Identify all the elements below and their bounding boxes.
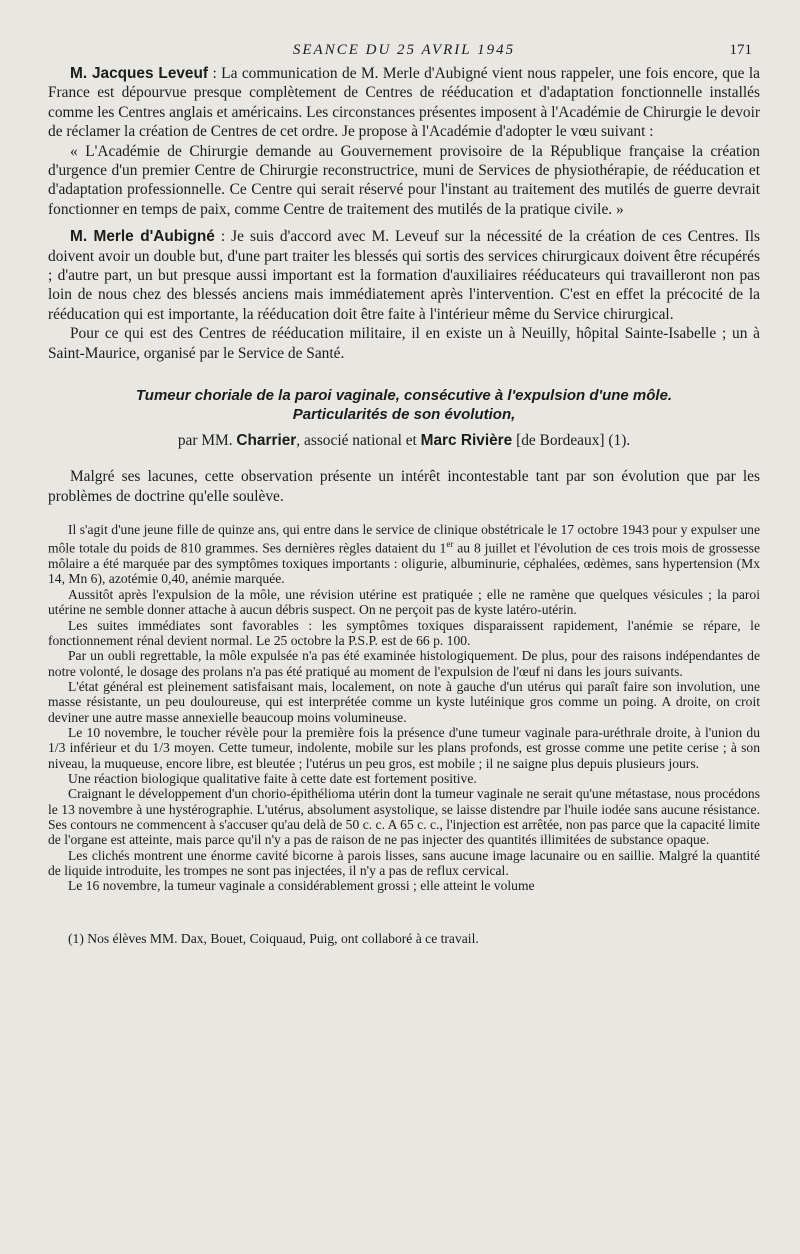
article-body	[48, 522, 760, 894]
body-paragraph: Aussitôt après l'expulsion de la môle, une révision utérine est pratiquée ; elle ne ramène que quelques vésicules ; la paroi utérine ne semble donner attache à aucun débris suspect. On ne perçoit pas de kyste latéro-utérin.	[48, 586, 760, 618]
body-text: au 8 juillet et l'évolution de ces trois mois de grossesse môlaire a été marquée par des symptômes toxiques importants : oligurie, albuminurie, céphalées, œdèmes, sans hypertension (Mx 14, Mn 6), azotémie 0,40, anémie marquée.	[48, 540, 760, 587]
authors-suffix: [de Bordeaux] (1).	[512, 432, 631, 450]
body-paragraph	[48, 522, 760, 587]
footnote: (1) Nos élèves MM. Dax, Bouet, Coiquaud, Puig, ont collaboré à ce travail.	[68, 930, 479, 946]
body-paragraph: Par un oubli regrettable, la môle expulsée n'a pas été examinée histologiquement. De plus, pour des raisons indépendantes de notre volonté, le dosage des prolans n'a pas été pratiqué au moment de l'expulsion de l'œuf ni dans les jours suivants.	[48, 648, 760, 679]
centres-paragraph: Pour ce qui est des Centres de rééducation militaire, il en existe un à Neuilly, hôpital Sainte-Isabelle ; un à Saint-Maurice, organisé par le Service de Santé.	[48, 325, 760, 362]
article-title	[48, 386, 760, 424]
article-title-line2: Particularités de son évolution,	[292, 406, 516, 424]
leveuf-paragraph	[48, 64, 760, 142]
body-paragraph: Les suites immédiates sont favorables : les symptômes toxiques disparaissent rapidement, l'anémie se répare, le fonctionnement rénal devient normal. Le 25 octobre la P.S.P. est de 66 p. 100.	[48, 617, 760, 648]
discussion-section	[48, 64, 760, 363]
body-paragraph: Craignant le développement d'un chorio-épithélioma utérin dont la tumeur vaginale ne serait qu'une métastase, nous procédons le 13 novembre à une hystérographie. L'utérus, absolument asystolique, se laisse distendre par l'huile iodée sans aucune résistance. Ses contours ne commencent à s'accuser qu'au delà de 50 c. c. A 65 c. c., l'injection est arrêtée, non pas parce que la capacité limite de l'organe est atteinte, mais parce qu'il n'y a pas de raison de ne pas injecter des quantités illimitées de substance opaque.	[48, 786, 760, 848]
body-text: Il s'agit d'une jeune fille de quinze ans, qui entre dans le service de clinique obstétricale le 17 octobre 1943 pour y expulser une môle totale du poids de 810 grammes. Ses dernières règles dataient du 1	[48, 521, 760, 556]
authors-mid: , associé national et	[296, 432, 421, 450]
body-paragraph: L'état général est pleinement satisfaisant mais, localement, on note à gauche d'un utérus qui paraît faire son involution, une masse résistante, un peu douloureuse, qui est interprétée comme un kyste lutéinique gros comme un poing. A droite, on croit deviner une autre masse annexielle beaucoup moins volumineuse.	[48, 678, 760, 725]
merle-text: : Je suis d'accord avec M. Leveuf sur la nécessité de la création de ces Centres. Ils doivent avoir un double but, d'une part traiter les blessés qui sortis des services chirurgicaux doivent être récupérés ; d'autre part, un but presque aussi important est la formation d'auxiliaires rééducateurs qui travailleront non pas loin de nous chez des blessés anciens mais immédiatement après l'intervention. C'est en effet la précocité de la rééducation qui est importante, la rééducation doit être faite à l'intérieur même du Service chirurgical.	[48, 228, 760, 323]
merle-paragraph	[48, 227, 760, 324]
authors-prefix: par MM.	[177, 432, 237, 450]
running-head	[48, 38, 760, 64]
leveuf-text: : La communication de M. Merle d'Aubigné vient nous rappeler, une fois encore, que la France est dépourvue presque complètement de Centres de rééducation et d'adaptation fonctionnelle installés comme les Centres anglais et américains. Les circonstances présentes imposent à l'Académie de Chirurgie le devoir de réclamer la création de Centres de cet ordre. Je propose à l'Académie d'adopter le vœu suivant :	[48, 65, 760, 141]
author-charrier: Charrier	[236, 432, 297, 450]
page-number: 171	[729, 42, 752, 58]
body-paragraph: Une réaction biologique qualitative faite à cette date est fortement positive.	[68, 770, 477, 786]
author-riviere: Marc Rivière	[420, 432, 513, 450]
abstract-text: Malgré ses lacunes, cette observation présente un intérêt incontestable tant par son évolution que par les problèmes de doctrine qu'elle soulève.	[48, 468, 760, 505]
body-paragraph: Le 16 novembre, la tumeur vaginale a considérablement grossi ; elle atteint le volume	[68, 878, 535, 894]
body-paragraph: Le 10 novembre, le toucher révèle pour la première fois la présence d'une tumeur vaginale para-uréthrale droite, à l'union du 1/3 inférieur et du 1/3 moyen. Cette tumeur, indolente, mobile sur les plans profonds, est grosse comme une petite cerise ; à son niveau, la muqueuse, encore libre, est bleutée ; l'utérus un peu gros, est mobile ; il ne saigne plus depuis plusieurs jours.	[48, 724, 760, 771]
speaker-leveuf: M. Jacques Leveuf	[70, 65, 209, 82]
running-head-title: SEANCE DU 25 AVRIL 1945	[292, 42, 516, 58]
speaker-merle: M. Merle d'Aubigné	[70, 228, 215, 246]
article-abstract	[48, 467, 760, 506]
article-title-line1: Tumeur choriale de la paroi vaginale, consécutive à l'expulsion d'une môle.	[135, 387, 673, 405]
article-authors	[48, 431, 760, 451]
superscript: er	[446, 539, 454, 550]
voeu-quote: « L'Académie de Chirurgie demande au Gouvernement provisoire de la République française la création d'urgence d'un premier Centre de Chirurgie reconstructrice, muni de Services de physiothérapie, de rééducation et d'adaptation professionnelle. Ce Centre qui serait réservé pour l'instant au traitement des mutilés de guerre devrait fonctionner en temps de paix, comme Centre de traitement des mutilés de la pratique civile. »	[48, 142, 760, 218]
body-paragraph: Les clichés montrent une énorme cavité bicorne à parois lisses, sans aucune image lacunaire ou en saillie. Malgré la quantité de liquide introduite, les trompes ne sont pas injectées, il n'y a pas de reflux cervical.	[48, 847, 760, 878]
